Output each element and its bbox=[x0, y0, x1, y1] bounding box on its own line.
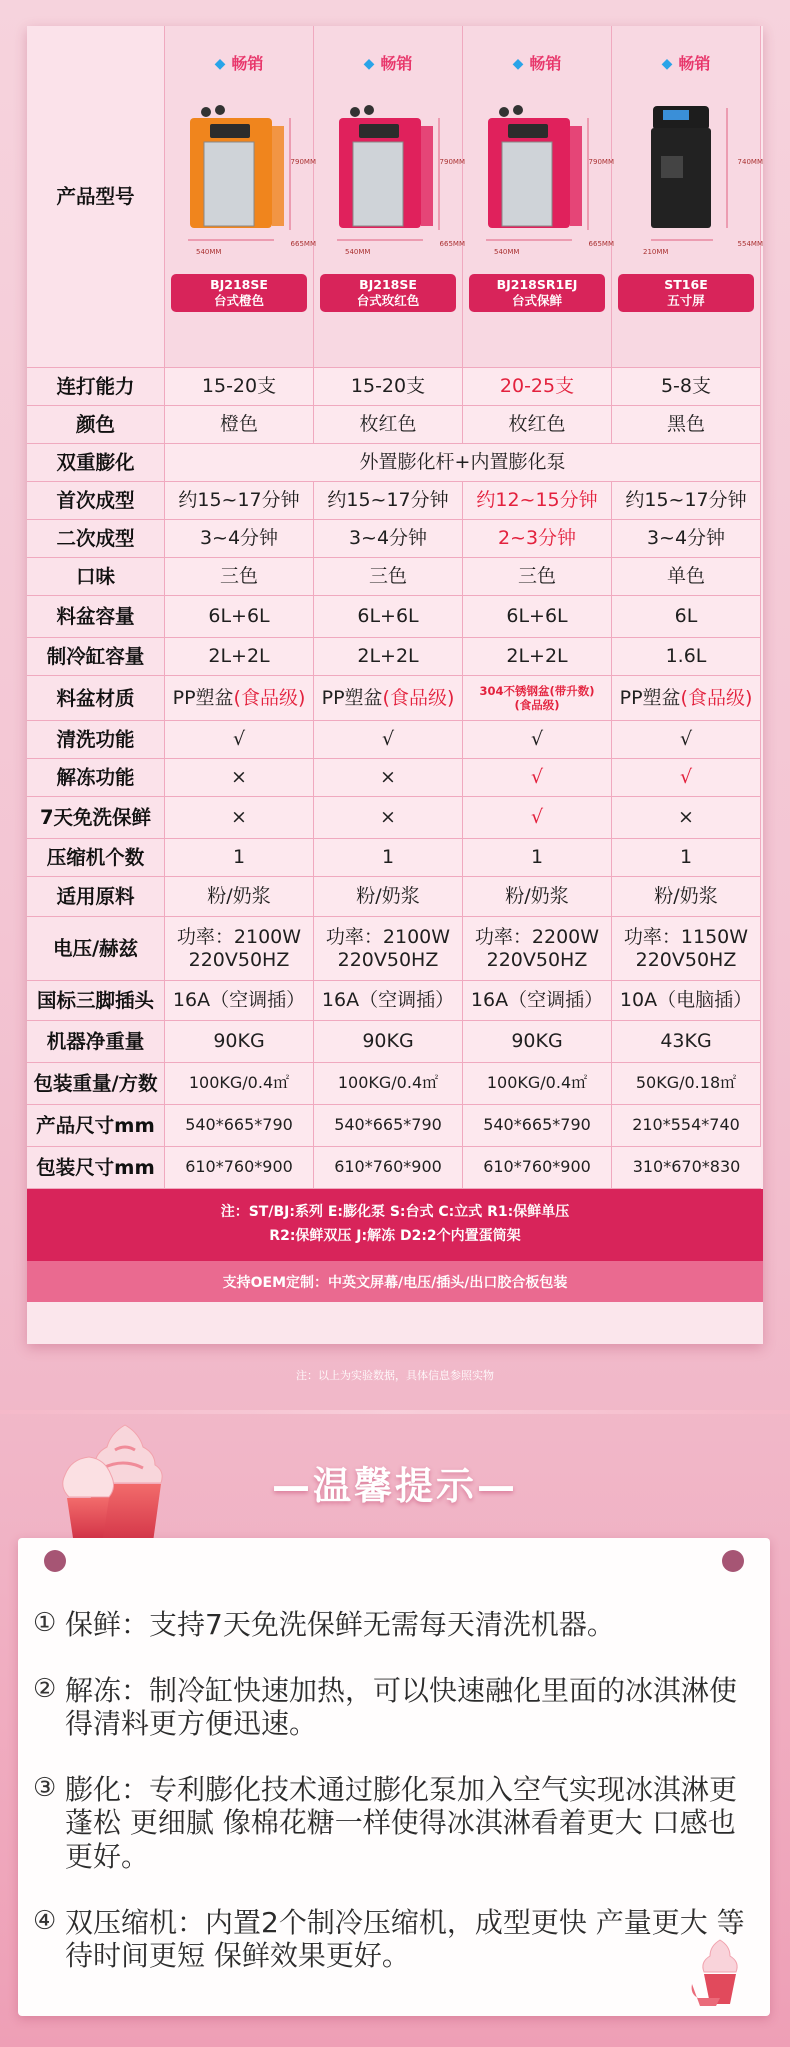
row-label: 产品尺寸mm bbox=[27, 1105, 165, 1147]
spec-value: 粉/奶浆 bbox=[165, 877, 314, 917]
tip-item bbox=[33, 1906, 753, 1973]
spec-value: 粉/奶浆 bbox=[463, 877, 612, 917]
spec-value: 约12~15分钟 bbox=[463, 482, 612, 520]
spec-value: 540*665*790 bbox=[463, 1105, 612, 1147]
model-badge bbox=[171, 274, 307, 312]
diamond-icon: ◆ bbox=[512, 55, 524, 72]
merged-value: 外置膨化杆+内置膨化泵 bbox=[165, 444, 761, 482]
hot-tag bbox=[662, 54, 711, 74]
spec-value: 304不锈钢盆(带升数) (食品级) bbox=[463, 676, 612, 721]
row-label: 料盆容量 bbox=[27, 596, 165, 638]
spec-value: √ bbox=[463, 797, 612, 839]
row-label: 二次成型 bbox=[27, 520, 165, 558]
spec-value: √ bbox=[612, 759, 761, 797]
tip-text: 双压缩机：内置2个制冷压缩机，成型更快 产量更大 等待时间更短 保鲜效果更好。 bbox=[65, 1905, 745, 1973]
product-column-2 bbox=[314, 26, 463, 368]
spec-value: 90KG bbox=[463, 1021, 612, 1063]
food-grade-tag: (食品级) bbox=[680, 686, 753, 709]
material-name: PP塑盆 bbox=[172, 686, 234, 709]
dim-height: 740MM bbox=[737, 158, 763, 166]
dim-height: 790MM bbox=[588, 158, 614, 166]
machine-image bbox=[623, 98, 763, 260]
spec-value: × bbox=[314, 797, 463, 839]
model-badge bbox=[618, 274, 754, 312]
spec-value: 功率：2100W 220V50HZ bbox=[165, 917, 314, 981]
hot-tag-label: 畅销 bbox=[231, 53, 264, 73]
spec-value: 540*665*790 bbox=[314, 1105, 463, 1147]
spec-value: 610*760*900 bbox=[314, 1147, 463, 1189]
model-badge bbox=[320, 274, 456, 312]
spec-value: 功率：2200W 220V50HZ bbox=[463, 917, 612, 981]
dim-width: 540MM bbox=[345, 247, 371, 256]
machine-drawing bbox=[474, 98, 600, 260]
tip-item bbox=[33, 1773, 753, 1874]
spec-value: 5-8支 bbox=[612, 368, 761, 406]
spec-value bbox=[612, 676, 761, 721]
diamond-icon: ◆ bbox=[214, 55, 226, 72]
spec-value: 单色 bbox=[612, 558, 761, 596]
spec-value: 橙色 bbox=[165, 406, 314, 444]
model-badge bbox=[469, 274, 605, 312]
model-name: BJ218SE bbox=[359, 277, 417, 293]
dim-height: 790MM bbox=[290, 158, 316, 166]
spec-value: 三色 bbox=[314, 558, 463, 596]
spec-value: 610*760*900 bbox=[463, 1147, 612, 1189]
row-label: 国标三脚插头 bbox=[27, 981, 165, 1021]
tip-number: ③ bbox=[33, 1772, 57, 1803]
spec-value: 16A（空调插） bbox=[165, 981, 314, 1021]
spec-value: 约15~17分钟 bbox=[165, 482, 314, 520]
spec-value: 2L+2L bbox=[165, 638, 314, 676]
row-label: 7天免洗保鲜 bbox=[27, 797, 165, 839]
row-label: 料盆材质 bbox=[27, 676, 165, 721]
spec-value: 约15~17分钟 bbox=[612, 482, 761, 520]
row-label: 电压/赫兹 bbox=[27, 917, 165, 981]
spec-value: 黑色 bbox=[612, 406, 761, 444]
dim-depth: 554MM bbox=[737, 239, 763, 248]
spec-value: 1.6L bbox=[612, 638, 761, 676]
spec-value: 粉/奶浆 bbox=[314, 877, 463, 917]
data-footnote: 注：以上为实验数据，具体信息参照实物 bbox=[296, 1369, 494, 1382]
tips-card bbox=[18, 1538, 770, 2016]
hot-tag-label: 畅销 bbox=[380, 53, 413, 73]
diamond-icon: ◆ bbox=[661, 55, 673, 72]
hot-tag bbox=[513, 54, 562, 74]
row-label: 首次成型 bbox=[27, 482, 165, 520]
hot-tag-label: 畅销 bbox=[529, 53, 562, 73]
oem-note: 支持OEM定制：中英文屏幕/电压/插头/出口胶合板包装 bbox=[27, 1261, 763, 1302]
row-label: 颜色 bbox=[27, 406, 165, 444]
spec-value: 20-25支 bbox=[463, 368, 612, 406]
machine-drawing bbox=[325, 98, 451, 260]
spec-value: 1 bbox=[165, 839, 314, 877]
spec-value: 6L bbox=[612, 596, 761, 638]
row-label: 压缩机个数 bbox=[27, 839, 165, 877]
spec-value: 1 bbox=[314, 839, 463, 877]
hot-tag bbox=[364, 54, 413, 74]
model-name: BJ218SR1EJ bbox=[496, 277, 578, 293]
spec-value: 3~4分钟 bbox=[612, 520, 761, 558]
spec-value: 100KG/0.4㎡ bbox=[165, 1063, 314, 1105]
decor-dot-right bbox=[722, 1550, 744, 1572]
row-label: 制冷缸容量 bbox=[27, 638, 165, 676]
material-name: PP塑盆 bbox=[321, 686, 383, 709]
product-column-3 bbox=[463, 26, 612, 368]
spec-value: 16A（空调插） bbox=[463, 981, 612, 1021]
spec-value bbox=[165, 676, 314, 721]
spec-value: 2L+2L bbox=[463, 638, 612, 676]
dim-depth: 665MM bbox=[290, 239, 316, 248]
spec-value: 100KG/0.4㎡ bbox=[314, 1063, 463, 1105]
product-column-4 bbox=[612, 26, 761, 368]
spec-value: × bbox=[165, 759, 314, 797]
spec-value: 6L+6L bbox=[165, 596, 314, 638]
row-label: 适用原料 bbox=[27, 877, 165, 917]
spec-value: √ bbox=[314, 721, 463, 759]
model-code-notes bbox=[27, 1189, 763, 1261]
tip-text: 膨化：专利膨化技术通过膨化泵加入空气实现冰淇淋更蓬松 更细腻 像棉花糖一样使得冰淇淋看着更大 口感也更好。 bbox=[65, 1772, 738, 1873]
spec-value: 6L+6L bbox=[463, 596, 612, 638]
tip-text: 保鲜：支持7天免洗保鲜无需每天清洗机器。 bbox=[65, 1608, 615, 1641]
spec-value: 2~3分钟 bbox=[463, 520, 612, 558]
small-ice-cream-icon bbox=[686, 1936, 754, 2008]
machine-drawing bbox=[623, 98, 749, 260]
section-divider bbox=[0, 1410, 790, 1414]
spec-value: × bbox=[165, 797, 314, 839]
spec-value: 90KG bbox=[314, 1021, 463, 1063]
model-variant: 台式保鲜 bbox=[511, 293, 562, 308]
spec-value: 50KG/0.18㎡ bbox=[612, 1063, 761, 1105]
model-variant: 台式玫红色 bbox=[356, 293, 420, 308]
row-label: 口味 bbox=[27, 558, 165, 596]
food-grade-tag: (食品级) bbox=[233, 686, 306, 709]
machine-image bbox=[325, 98, 465, 260]
spec-value: × bbox=[314, 759, 463, 797]
row-label: 包装重量/方数 bbox=[27, 1063, 165, 1105]
row-label: 清洗功能 bbox=[27, 721, 165, 759]
spec-value: √ bbox=[612, 721, 761, 759]
tip-number: ① bbox=[33, 1608, 57, 1638]
spec-value: 3~4分钟 bbox=[314, 520, 463, 558]
machine-drawing bbox=[176, 98, 302, 260]
tip-item bbox=[33, 1674, 753, 1741]
spec-value: 功率：2100W 220V50HZ bbox=[314, 917, 463, 981]
spec-value: 610*760*900 bbox=[165, 1147, 314, 1189]
spec-value: 210*554*740 bbox=[612, 1105, 761, 1147]
spec-value: √ bbox=[165, 721, 314, 759]
row-label: 包装尺寸mm bbox=[27, 1147, 165, 1189]
spec-value: 1 bbox=[463, 839, 612, 877]
spec-value: 6L+6L bbox=[314, 596, 463, 638]
spec-value: 90KG bbox=[165, 1021, 314, 1063]
hot-tag-label: 畅销 bbox=[678, 53, 711, 73]
spec-sheet bbox=[27, 26, 763, 1344]
note-line-2: R2:保鲜双压 J:解冻 D2:2个内置蛋筒架 bbox=[269, 1228, 521, 1244]
spec-value: 100KG/0.4㎡ bbox=[463, 1063, 612, 1105]
tips-title: —温馨提示— bbox=[271, 1464, 518, 1508]
model-variant: 五寸屏 bbox=[667, 293, 705, 308]
material-name: PP塑盆 bbox=[619, 686, 681, 709]
dim-width: 540MM bbox=[494, 247, 520, 256]
dim-width: 210MM bbox=[643, 247, 669, 256]
spec-value: 310*670*830 bbox=[612, 1147, 761, 1189]
decor-dot-left bbox=[44, 1550, 66, 1572]
row-label: 连打能力 bbox=[27, 368, 165, 406]
spec-value: 3~4分钟 bbox=[165, 520, 314, 558]
model-variant: 台式橙色 bbox=[213, 293, 264, 308]
tip-number: ② bbox=[33, 1673, 57, 1704]
tip-item bbox=[33, 1608, 753, 1642]
spec-value: 枚红色 bbox=[314, 406, 463, 444]
spec-value: √ bbox=[463, 721, 612, 759]
spec-value: 15-20支 bbox=[165, 368, 314, 406]
tip-text: 解冻：制冷缸快速加热，可以快速融化里面的冰淇淋使得清料更方便迅速。 bbox=[65, 1673, 738, 1741]
row-label: 解冻功能 bbox=[27, 759, 165, 797]
spec-value: 功率：1150W 220V50HZ bbox=[612, 917, 761, 981]
hot-tag bbox=[215, 54, 264, 74]
spec-value: 约15~17分钟 bbox=[314, 482, 463, 520]
header-label: 产品型号 bbox=[27, 26, 165, 368]
row-label: 双重膨化 bbox=[27, 444, 165, 482]
dim-width: 540MM bbox=[196, 247, 222, 256]
spec-value: 540*665*790 bbox=[165, 1105, 314, 1147]
spec-value: 粉/奶浆 bbox=[612, 877, 761, 917]
spec-value: 16A（空调插） bbox=[314, 981, 463, 1021]
spec-table bbox=[27, 26, 763, 1189]
tip-number: ④ bbox=[33, 1905, 57, 1936]
spec-value: 10A（电脑插） bbox=[612, 981, 761, 1021]
spec-value bbox=[314, 676, 463, 721]
tips-list bbox=[33, 1608, 753, 2005]
dim-depth: 665MM bbox=[588, 239, 614, 248]
food-grade-tag: (食品级) bbox=[382, 686, 455, 709]
spec-value: 1 bbox=[612, 839, 761, 877]
spec-value: 15-20支 bbox=[314, 368, 463, 406]
machine-image bbox=[474, 98, 614, 260]
spec-value: 枚红色 bbox=[463, 406, 612, 444]
model-name: ST16E bbox=[664, 277, 708, 293]
product-column-1 bbox=[165, 26, 314, 368]
spec-value: 三色 bbox=[463, 558, 612, 596]
row-label: 机器净重量 bbox=[27, 1021, 165, 1063]
spec-value: √ bbox=[463, 759, 612, 797]
model-name: BJ218SE bbox=[210, 277, 268, 293]
spec-value: 三色 bbox=[165, 558, 314, 596]
dim-depth: 665MM bbox=[439, 239, 465, 248]
spec-value: × bbox=[612, 797, 761, 839]
spec-value: 43KG bbox=[612, 1021, 761, 1063]
dim-height: 790MM bbox=[439, 158, 465, 166]
spec-value: 2L+2L bbox=[314, 638, 463, 676]
diamond-icon: ◆ bbox=[363, 55, 375, 72]
note-line-1: 注：ST/BJ:系列 E:膨化泵 S:台式 C:立式 R1:保鲜单压 bbox=[220, 1204, 570, 1221]
machine-image bbox=[176, 98, 316, 260]
